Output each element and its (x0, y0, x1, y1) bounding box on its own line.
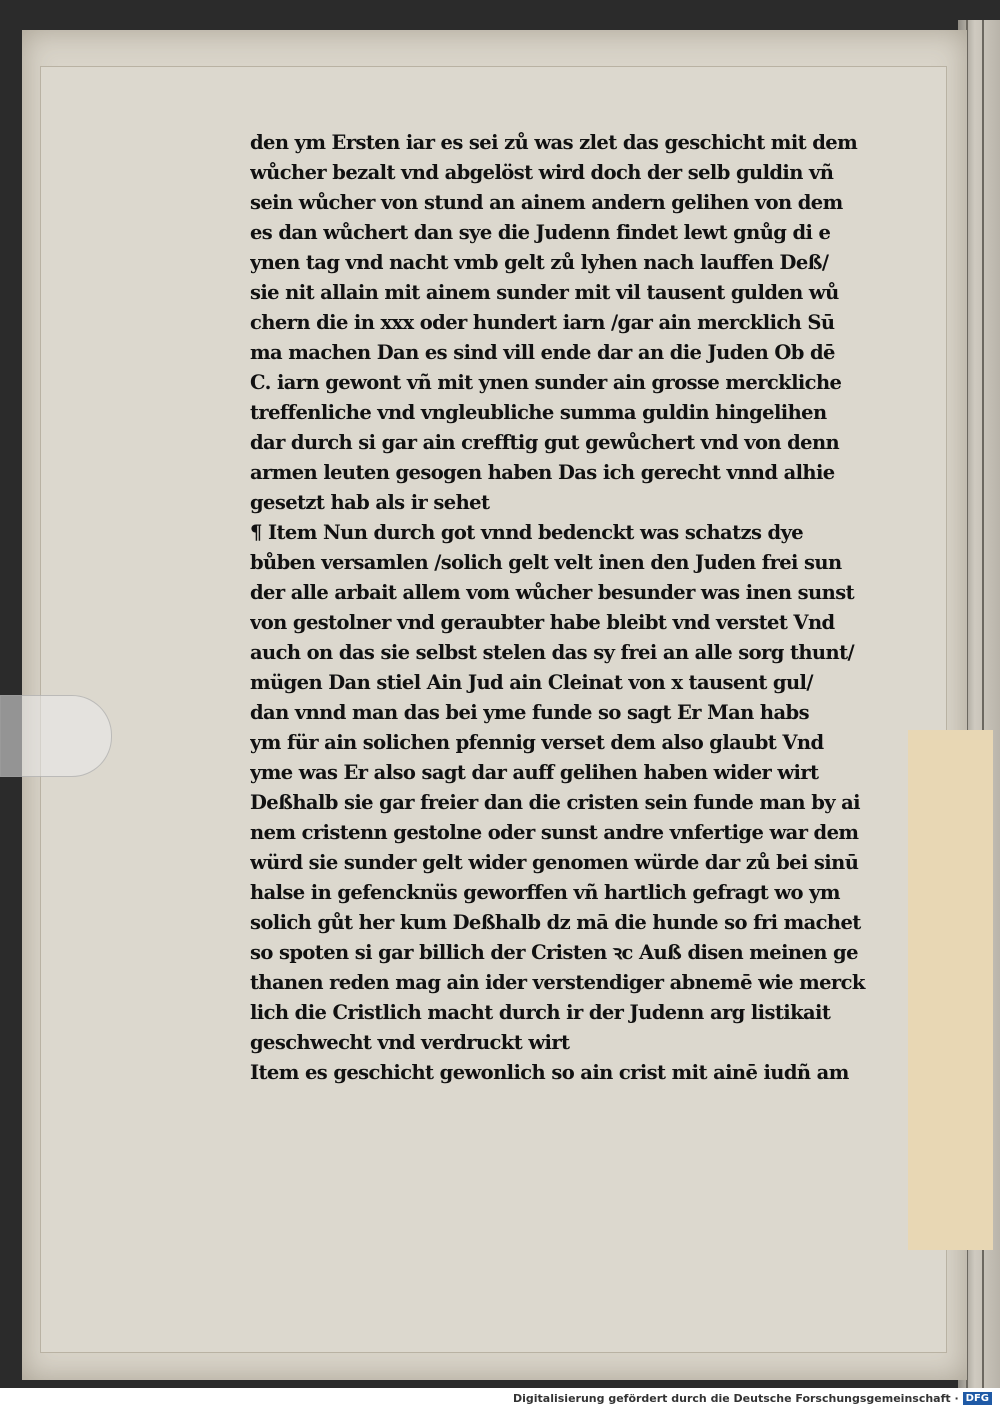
text-line: ym für ain solichen pfennig verset dem also glaubt Vnd (250, 731, 824, 754)
text-line: so spoten si gar billich der Cristen ꝛc Auß disen meinen ge (250, 941, 858, 964)
text-line: ma machen Dan es sind vill ende dar an die Juden Ob dē (250, 341, 835, 364)
page-text (250, 128, 890, 1088)
funding-credit: Digitalisierung gefördert durch die Deutsche Forschungsgemeinschaft · (512, 1391, 959, 1405)
text-line: nem cristenn gestolne oder sunst andre vnfertige war dem (250, 821, 859, 844)
text-line: gesetzt hab als ir sehet (250, 491, 490, 514)
text-line: es dan wůchert dan sye die Judenn findet lewt gnůg di e (250, 221, 831, 244)
text-line: chern die in xxx oder hundert iarn /gar ain mercklich Sū (250, 311, 835, 334)
text-line: auch on das sie selbst stelen das sy frei an alle sorg thunt/ (250, 641, 855, 664)
text-line: geschwecht vnd verdruckt wirt (250, 1031, 570, 1054)
text-line: dar durch si gar ain crefftig gut gewůchert vnd von denn (250, 431, 840, 454)
paper-slip (908, 730, 993, 1250)
text-line: Item es geschicht gewonlich so ain crist mit ainē iudñ am (250, 1061, 849, 1084)
text-line: mügen Dan stiel Ain Jud ain Cleinat von x tausent gul/ (250, 671, 813, 694)
text-line: würd sie sunder gelt wider genomen würde dar zů bei sinū (250, 851, 859, 874)
text-line: armen leuten gesogen haben Das ich gerecht vnnd alhie (250, 461, 835, 484)
text-line: treffenliche vnd vngleubliche summa guldin hingelihen (250, 401, 827, 424)
text-line: von gestolner vnd geraubter habe bleibt vnd verstet Vnd (250, 611, 835, 634)
text-line: yme was Er also sagt dar auff gelihen haben wider wirt (250, 761, 819, 784)
text-line: dan vnnd man das bei yme funde so sagt Er Man habs (250, 701, 809, 724)
text-line: sein wůcher von stund an ainem andern gelihen von dem (250, 191, 843, 214)
text-line: solich gůt her kum Deßhalb dz mā die hunde so fri machet (250, 911, 861, 934)
text-line: thanen reden mag ain ider verstendiger abnemē wie merck (250, 971, 865, 994)
text-line: C. iarn gewont vñ mit ynen sunder ain grosse merckliche (250, 371, 842, 394)
text-line: bůben versamlen /solich gelt velt inen den Juden frei sun (250, 551, 842, 574)
text-line: halse in gefencknüs geworffen vñ hartlich gefragt wo ym (250, 881, 840, 904)
footer-bar (0, 1388, 1000, 1408)
text-line: wůcher bezalt vnd abgelöst wird doch der selb guldin vñ (250, 161, 834, 184)
text-line: sie nit allain mit ainem sunder mit vil tausent gulden wů (250, 281, 839, 304)
text-line: der alle arbait allem vom wůcher besunder was inen sunst (250, 581, 854, 604)
text-line: den ym Ersten iar es sei zů was zlet das geschicht mit dem (250, 131, 858, 154)
text-line: lich die Cristlich macht durch ir der Judenn arg listikait (250, 1001, 831, 1024)
text-line: ¶ Item Nun durch got vnnd bedenckt was schatzs dye (250, 521, 804, 544)
text-line: Deßhalb sie gar freier dan die cristen sein funde man by ai (250, 791, 860, 814)
dfg-logo: DFG (963, 1392, 992, 1405)
page-clip (0, 695, 112, 777)
text-line: ynen tag vnd nacht vmb gelt zů lyhen nach lauffen Deß/ (250, 251, 829, 274)
